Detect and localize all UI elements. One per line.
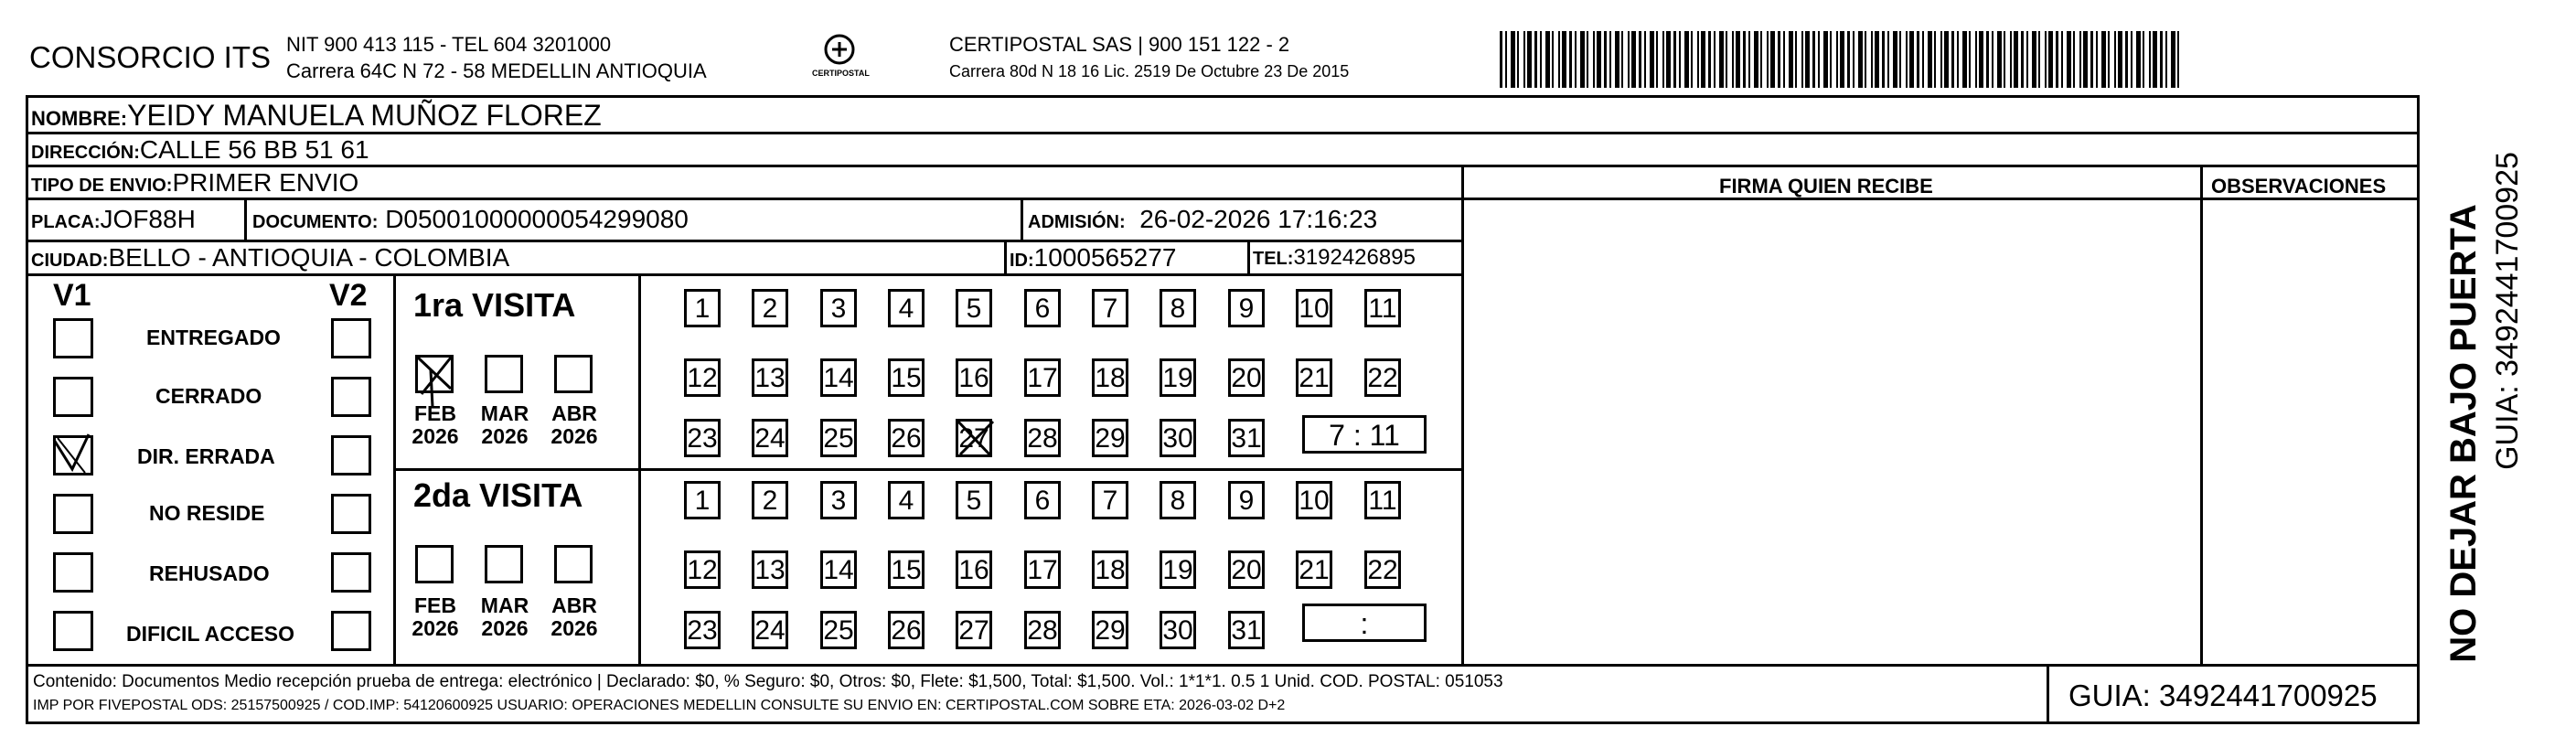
certipostal-line2: Carrera 80d N 18 16 Lic. 2519 De Octubre 23 De 2015	[949, 62, 1350, 80]
visit2-day-3[interactable]: 3	[820, 481, 857, 519]
id-field: ID:1000565277	[1010, 243, 1177, 272]
visit1-day-25[interactable]: 25	[820, 419, 857, 457]
v1-checkbox-dir-errada[interactable]	[53, 435, 93, 476]
ship-type-field: TIPO DE ENVIO:PRIMER ENVIO	[31, 168, 359, 197]
visit1-day-23[interactable]: 23	[684, 419, 721, 457]
visit1-day-26[interactable]: 26	[888, 419, 925, 457]
visit2-day-5[interactable]: 5	[956, 481, 992, 519]
visit2-day-22[interactable]: 22	[1364, 550, 1401, 589]
visit1-day-19[interactable]: 19	[1160, 358, 1196, 397]
visit2-day-19[interactable]: 19	[1160, 550, 1196, 589]
document-field: DOCUMENTO: D05001000000054299080	[252, 205, 689, 233]
visit1-day-29[interactable]: 29	[1092, 419, 1128, 457]
certipostal-line1: CERTIPOSTAL SAS | 900 151 122 - 2	[949, 33, 1290, 56]
footer-contents-line: Contenido: Documentos Medio recepción prueba de entrega: electrónico | Declarado: $0, % Seguro: $0, Otros: $0, Flete: $1,500, Total: $1,500. Vol.: 1*1*1. 0.5 1 Unid. COD. POSTAL: 051053	[33, 672, 1503, 691]
visit2-day-27[interactable]: 27	[956, 611, 992, 649]
visit2-day-7[interactable]: 7	[1092, 481, 1128, 519]
v1-checkbox-rehusado[interactable]	[53, 552, 93, 593]
visit2-day-10[interactable]: 10	[1296, 481, 1332, 519]
visit2-day-21[interactable]: 21	[1296, 550, 1332, 589]
v1-checkbox-entregado[interactable]	[53, 318, 93, 358]
visit1-day-17[interactable]: 17	[1024, 358, 1061, 397]
status-label-entregado: ENTREGADO	[146, 326, 281, 349]
address-field: DIRECCIÓN:CALLE 56 BB 51 61	[31, 135, 369, 164]
observations-area[interactable]	[2203, 200, 2420, 664]
visit2-day-15[interactable]: 15	[888, 550, 925, 589]
visit1-time-field[interactable]: 7 : 11	[1302, 415, 1427, 454]
certipostal-logo-icon	[812, 31, 870, 84]
v1-checkbox-no-reside[interactable]	[53, 494, 93, 534]
visit2-day-13[interactable]: 13	[752, 550, 788, 589]
visit2-day-20[interactable]: 20	[1228, 550, 1265, 589]
status-label-dir-errada: DIR. ERRADA	[137, 444, 275, 468]
visit2-day-14[interactable]: 14	[820, 550, 857, 589]
footer-guia-box: GUIA: 3492441700925	[2068, 679, 2378, 712]
visit1-day-11[interactable]: 11	[1364, 289, 1401, 327]
visit1-day-6[interactable]: 6	[1024, 289, 1061, 327]
visit1-month-abr-label: ABR 2026	[550, 401, 598, 449]
visit2-day-23[interactable]: 23	[684, 611, 721, 649]
logo-text: CERTIPOSTAL	[812, 69, 870, 78]
visit2-day-26[interactable]: 26	[888, 611, 925, 649]
visit1-day-24[interactable]: 24	[752, 419, 788, 457]
checkmark-icon	[412, 352, 462, 409]
v2-checkbox-dificil-acceso[interactable]	[331, 611, 371, 651]
v1-checkbox-dificil-acceso[interactable]	[53, 611, 93, 651]
visit1-day-18[interactable]: 18	[1092, 358, 1128, 397]
visit2-day-18[interactable]: 18	[1092, 550, 1128, 589]
visit1-day-2[interactable]: 2	[752, 289, 788, 327]
visit1-month-mar-label: MAR 2026	[480, 401, 529, 449]
visit1-day-22[interactable]: 22	[1364, 358, 1401, 397]
side-guia: GUIA: 3492441700925	[2490, 152, 2525, 470]
visit1-day-1[interactable]: 1	[684, 289, 721, 327]
visit1-day-4[interactable]: 4	[888, 289, 925, 327]
visit2-day-8[interactable]: 8	[1160, 481, 1196, 519]
signature-header: FIRMA QUIEN RECIBE	[1719, 175, 1933, 198]
observations-header: OBSERVACIONES	[2211, 175, 2387, 198]
visit2-month-feb-checkbox[interactable]	[415, 545, 454, 583]
admission-field: ADMISIÓN: 26-02-2026 17:16:23	[1028, 205, 1378, 233]
signature-area[interactable]	[1464, 200, 2200, 664]
visit1-day-21[interactable]: 21	[1296, 358, 1332, 397]
visit1-day-27[interactable]: 27	[956, 419, 992, 457]
visit1-day-15[interactable]: 15	[888, 358, 925, 397]
visit1-day-12[interactable]: 12	[684, 358, 721, 397]
visit1-day-3[interactable]: 3	[820, 289, 857, 327]
visit2-day-1[interactable]: 1	[684, 481, 721, 519]
visit1-day-7[interactable]: 7	[1092, 289, 1128, 327]
visit2-day-31[interactable]: 31	[1228, 611, 1265, 649]
visit2-month-mar-label: MAR 2026	[480, 593, 529, 641]
visit2-month-mar-checkbox[interactable]	[485, 545, 523, 583]
visit1-title: 1ra VISITA	[413, 286, 576, 324]
status-label-dificil-acceso: DIFICIL ACCESO	[126, 622, 295, 646]
v2-checkbox-no-reside[interactable]	[331, 494, 371, 534]
visit1-day-10[interactable]: 10	[1296, 289, 1332, 327]
visit1-day-14[interactable]: 14	[820, 358, 857, 397]
visit2-day-4[interactable]: 4	[888, 481, 925, 519]
visit2-day-25[interactable]: 25	[820, 611, 857, 649]
visit2-day-9[interactable]: 9	[1228, 481, 1265, 519]
side-warning: NO DEJAR BAJO PUERTA	[2443, 204, 2484, 663]
v2-label: V2	[329, 278, 368, 313]
company-address: Carrera 64C N 72 - 58 MEDELLIN ANTIOQUIA	[286, 59, 707, 82]
visit1-day-9[interactable]: 9	[1228, 289, 1265, 327]
barcode	[1500, 31, 2181, 88]
city-field: CIUDAD:BELLO - ANTIOQUIA - COLOMBIA	[31, 243, 510, 272]
visit1-day-31[interactable]: 31	[1228, 419, 1265, 457]
visit2-day-16[interactable]: 16	[956, 550, 992, 589]
visit2-day-11[interactable]: 11	[1364, 481, 1401, 519]
tel-field: TEL:3192426895	[1253, 245, 1416, 270]
status-label-rehusado: REHUSADO	[149, 561, 270, 585]
visit1-month-feb-label: FEB 2026	[412, 401, 459, 449]
company-name: CONSORCIO ITS	[29, 40, 272, 74]
visit1-day-28[interactable]: 28	[1024, 419, 1061, 457]
checkmark-icon	[48, 429, 103, 484]
v1-checkbox-cerrado[interactable]	[53, 377, 93, 417]
visit2-day-29[interactable]: 29	[1092, 611, 1128, 649]
visit1-month-mar-checkbox[interactable]	[485, 355, 523, 393]
name-field: NOMBRE:YEIDY MANUELA MUÑOZ FLOREZ	[31, 99, 602, 132]
visit2-title: 2da VISITA	[413, 476, 583, 514]
status-label-no-reside: NO RESIDE	[149, 501, 265, 525]
visit2-day-30[interactable]: 30	[1160, 611, 1196, 649]
visit2-day-28[interactable]: 28	[1024, 611, 1061, 649]
footer-imp-line: IMP POR FIVEPOSTAL ODS: 25157500925 / COD.IMP: 54120600925 USUARIO: OPERACIONES MEDELLIN CONSULTE SU ENVIO EN: CERTIPOSTAL.COM SOBRE ETA: 2026-03-02 D+2	[33, 698, 1286, 713]
visit1-day-30[interactable]: 30	[1160, 419, 1196, 457]
visit1-day-13[interactable]: 13	[752, 358, 788, 397]
status-label-cerrado: CERRADO	[155, 384, 262, 408]
visit1-month-feb-checkbox[interactable]	[415, 355, 454, 393]
visit2-time-field[interactable]: :	[1302, 604, 1427, 642]
visit1-day-5[interactable]: 5	[956, 289, 992, 327]
visit2-day-12[interactable]: 12	[684, 550, 721, 589]
v1-label: V1	[53, 278, 91, 313]
visit2-day-2[interactable]: 2	[752, 481, 788, 519]
visit1-day-8[interactable]: 8	[1160, 289, 1196, 327]
v2-checkbox-entregado[interactable]	[331, 318, 371, 358]
visit2-day-6[interactable]: 6	[1024, 481, 1061, 519]
visit1-month-abr-checkbox[interactable]	[554, 355, 593, 393]
visit1-day-16[interactable]: 16	[956, 358, 992, 397]
nit-line: NIT 900 413 115 - TEL 604 3201000	[286, 33, 612, 56]
visit2-month-abr-label: ABR 2026	[550, 593, 598, 641]
visit1-day-20[interactable]: 20	[1228, 358, 1265, 397]
cross-mark-icon	[951, 414, 999, 462]
plate-field: PLACA:JOF88H	[31, 205, 196, 233]
v2-checkbox-cerrado[interactable]	[331, 377, 371, 417]
v2-checkbox-dir-errada[interactable]	[331, 435, 371, 476]
visit2-day-24[interactable]: 24	[752, 611, 788, 649]
visit2-month-abr-checkbox[interactable]	[554, 545, 593, 583]
visit2-month-feb-label: FEB 2026	[412, 593, 459, 641]
v2-checkbox-rehusado[interactable]	[331, 552, 371, 593]
visit2-day-17[interactable]: 17	[1024, 550, 1061, 589]
